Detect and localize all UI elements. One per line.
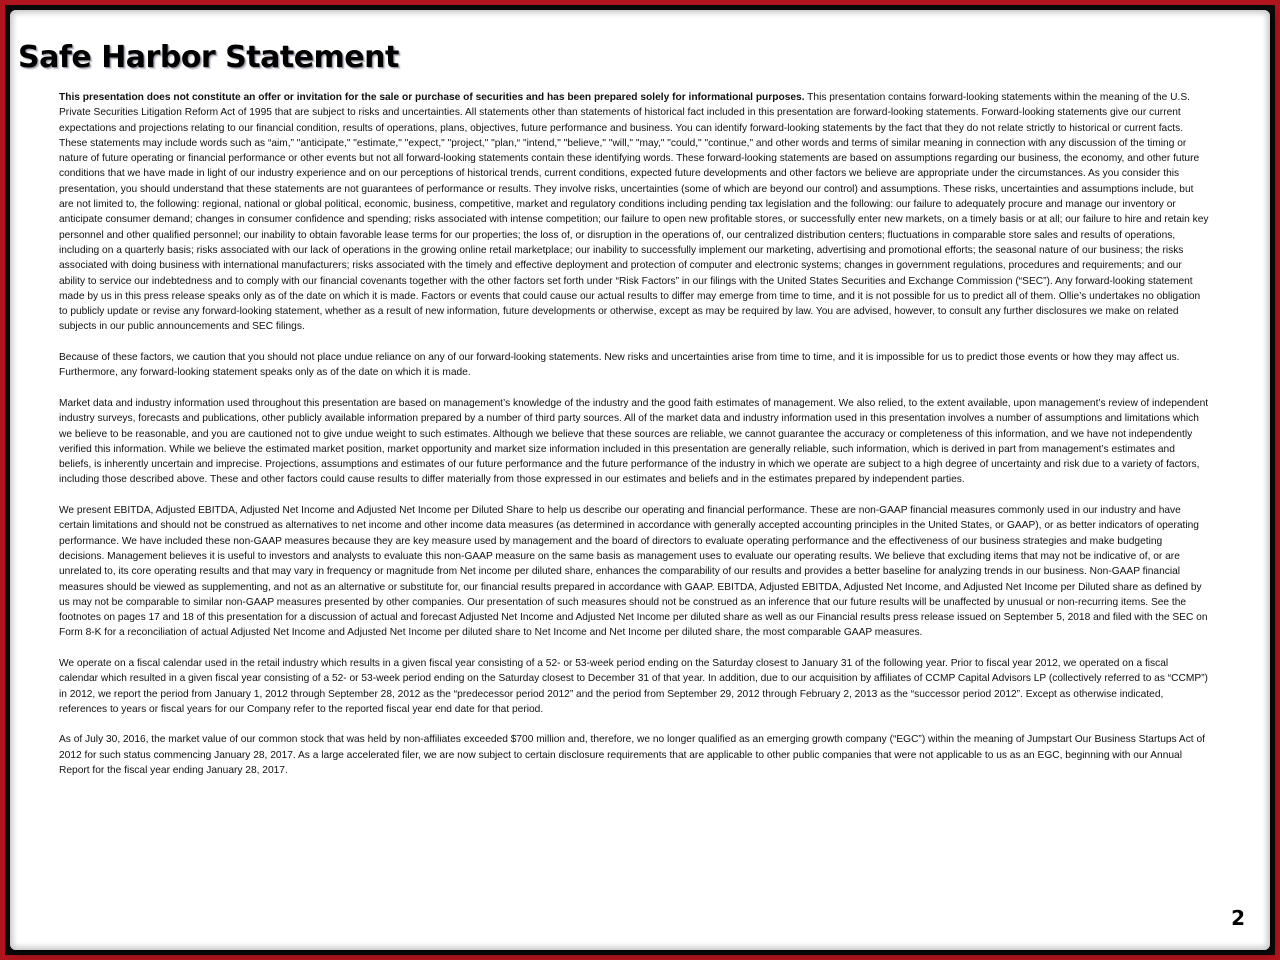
paragraph-safe-harbor xyxy=(59,90,1209,335)
paragraph-text: Market data and industry information used throughout this presentation are based on management’s knowledge of the industry and the good faith estimates of management. We also relied, to the extent available, upon management’s review of independent industry surveys, forecasts and publications, other publicly available information prepared by a number of third party sources. All of the market data and industry information used in this presentation involves a number of assumptions and limitations which we believe to be reasonable, and you are cautioned not to give undue weight to such estimates. Although we believe that these sources are reliable, we cannot guarantee the accuracy or completeness of this information, and we have not independently verified this information. While we believe the estimated market position, market opportunity and market size information included in this presentation are generally reliable, such information, which is derived in part from management’s estimates and beliefs, is inherently uncertain and imprecise. Projections, assumptions and estimates of our future performance and the future performance of the industry in which we operate are subject to a high degree of uncertainty and risk due to a variety of factors, including those described above. These and other factors could cause results to differ materially from those expressed in our estimates and beliefs and in the estimates prepared by independent parties. xyxy=(59,397,1209,486)
paragraph-text: As of July 30, 2016, the market value of our common stock that was held by non-affiliates exceeded $700 million and, therefore, we no longer qualified as an emerging growth company (“EGC”) within the meaning of Jumpstart Our Business Startups Act of 2012 for such status commencing January 28, 2017. As a large accelerated filer, we are now subject to certain disclosure requirements that are applicable to other public companies that were not applicable to us as an EGC, beginning with our Annual Report for the fiscal year ending January 28, 2017. xyxy=(59,734,1205,777)
slide-title: Safe Harbor Statement xyxy=(18,40,399,75)
paragraph-egc-status xyxy=(59,732,1209,778)
paragraph-text: Because of these factors, we caution that you should not place undue reliance on any of our forward-looking statements. New risks and uncertainties arise from time to time, and it is impossible for us to predict those events or how they may affect us. Furthermore, any forward-looking statement speaks only as of the date on which it is made. xyxy=(59,352,1180,379)
paragraph-market-data xyxy=(59,396,1209,488)
page-number: 2 xyxy=(1231,906,1245,930)
paragraph-text: We present EBITDA, Adjusted EBITDA, Adjusted Net Income and Adjusted Net Income per Diluted Share to help us describe our operating and financial performance. These are non-GAAP financial measures commonly used in our industry and have certain limitations and should not be construed as alternatives to net income and other income data measures (as determined in accordance with generally accepted accounting principles in the United States, or GAAP), or as better indicators of operating performance. We have included these non-GAAP measures because they are key measure used by management and the board of directors to evaluate operating performance and the effectiveness of our business strategies and make budgeting decisions. Management believes it is useful to investors and analysts to evaluate this non-GAAP measure on the same basis as management uses to evaluate our operating results. We believe that excluding items that may not be indicative of, or are unrelated to, its core operating results and that may vary in frequency or magnitude from Net income per diluted share, enhances the comparability of our results and provides a better baseline for analyzing trends in our business. Non-GAAP financial measures should be viewed as supplementing, and not as an alternative or substitute for, our financial results prepared in accordance with GAAP. EBITDA, Adjusted EBITDA, Adjusted Net Income, and Adjusted Net Income per Diluted share as defined by us may not be comparable to similar non-GAAP measures presented by other companies. Our presentation of such measures should not be construed as an inference that our future results will be unaffected by unusual or non-recurring items. See the footnotes on pages 17 and 18 of this presentation for a discussion of actual and forecast Adjusted Net Income and Adjusted Net Income per diluted share as well as our Financial results press release issued on September 5, 2018 and filed with the SEC on Form 8-K for a reconciliation of actual Adjusted Net Income and Adjusted Net Income per diluted share to Net Income and Net Income per diluted share, the most comparable GAAP measures. xyxy=(59,505,1208,639)
paragraph-text: This presentation contains forward-looking statements within the meaning of the U.S. Private Securities Litigation Reform Act of 1995 that are subject to risks and uncertainties. All statements other than statements of historical fact included in this presentation are forward-looking statements. Forward-looking statements give our current expectations and projections relating to our financial condition, results of operations, plans, objectives, future performance and business. You can identify forward-looking statements by the fact that they do not relate strictly to historical or current facts. These statements may include words such as “aim,” "anticipate," "estimate," "expect," "project," "plan,“ "intend," "believe," "will," "may," "could," "continue," and other words and terms of similar meaning in connection with any discussion of the timing or nature of future operating or financial performance or other events but not all forward-looking statements contain these identifying words. These forward-looking statements are based on assumptions regarding our business, the economy, and other future conditions that we have made in light of our industry experience and on our perceptions of historical trends, current conditions, expected future developments and other factors we believe are appropriate under the circumstances. As you consider this presentation, you should understand that these statements are not guarantees of performance or results. They involve risks, uncertainties (some of which are beyond our control) and assumptions. These risks, uncertainties and assumptions include, but are not limited to, the following: regional, national or global political, economic, business, competitive, market and regulatory conditions including pending tax legislation and the following: our failure to adequately procure and manage our inventory or anticipate consumer demand; changes in consumer confidence and spending; risks associated with intense competition; our failure to open new profitable stores, or successfully enter new markets, on a timely basis or at all; our failure to hire and retain key personnel and other qualified personnel; our inability to obtain favorable lease terms for our properties; the loss of, or disruption in the operations of, our centralized distribution centers; fluctuations in comparable store sales and results of operations, including on a quarterly basis; risks associated with our lack of operations in the growing online retail marketplace; our inability to successfully implement our marketing, advertising and promotional efforts; the seasonal nature of our business; the risks associated with doing business with international manufacturers; risks associated with the timely and effective deployment and protection of computer and electronic systems; changes in government regulations, procedures and requirements; and our ability to service our indebtedness and to comply with our financial covenants together with the other factors set forth under “Risk Factors” in our filings with the United States Securities and Exchange Commission (“SEC”). Any forward-looking statement made by us in this press release speaks only as of the date on which it is made. Factors or events that could cause our actual results to differ may emerge from time to time, and it is not possible for us to predict all of them. Ollie’s undertakes no obligation to publicly update or revise any forward-looking statement, whether as a result of new information, future developments or otherwise, except as may be required by law. You are advised, however, to consult any further disclosures we make on related subjects in our public announcements and SEC filings. xyxy=(59,92,1209,333)
paragraph-text: We operate on a fiscal calendar used in the retail industry which results in a given fiscal year consisting of a 52- or 53-week period ending on the Saturday closest to January 31 of the following year. Prior to fiscal year 2012, we operated on a fiscal calendar which resulted in a given fiscal year consisting of a 52- or 53-week period ending on the Saturday closest to December 31 of that year. In addition, due to our acquisition by affiliates of CCMP Capital Advisors LP (collectively referred to as “CCMP”) in 2012, we report the period from January 1, 2012 through September 28, 2012 as the “predecessor period 2012” and the period from September 29, 2012 through February 2, 2013 as the “successor period 2012”. Except as otherwise indicated, references to years or fiscal years for our Company refer to the reported fiscal year end date for that period. xyxy=(59,657,1208,715)
slide xyxy=(10,10,1270,950)
paragraph-fiscal-calendar xyxy=(59,656,1209,717)
paragraph-non-gaap xyxy=(59,503,1209,641)
paragraph-caution xyxy=(59,350,1209,381)
disclaimer-body xyxy=(59,90,1209,794)
paragraph-lead: This presentation does not constitute an offer or invitation for the sale or purchase of securities and has been prepared solely for informational purposes. xyxy=(59,92,805,103)
